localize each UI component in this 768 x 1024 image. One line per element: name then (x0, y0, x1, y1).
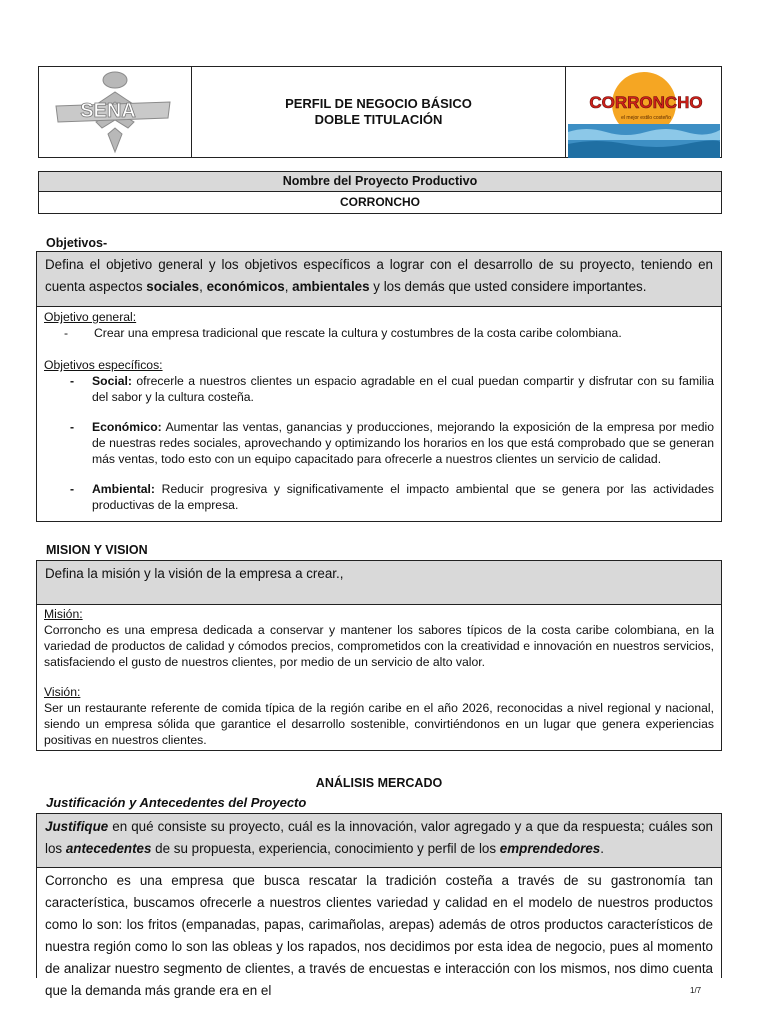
sena-logo-icon (38, 66, 192, 158)
corroncho-logo-cell (566, 66, 722, 158)
document-title (192, 66, 566, 158)
mision-vision-instruction: Defina la misión y la visión de la empresa a crear., (36, 560, 722, 605)
svg-text:el mejor estilo costeño: el mejor estilo costeño (621, 115, 671, 121)
objetivos-heading: Objetivos- (46, 236, 108, 250)
vision-label: Visión: (44, 685, 81, 699)
mercado-instruction: Justifique en qué consiste su proyecto, cuál es la innovación, valor agregado y a que da respuesta; cuáles son los antecedentes de su propuesta, experiencia, conocimiento y perfil de los emprendedores. (36, 813, 722, 868)
list-item: - Económico: Aumentar las ventas, ganancias y producciones, mejorando la exposición de la empresa por medio de nuestras redes sociales, aprovechando y optimizando los horarios en los que está comprobado que se generan más ventas, todo esto con un equipo capacitado para ofrecerle a nuestros clientes un servicio de calidad. (70, 420, 714, 466)
objetivos-instruction: Defina el objetivo general y los objetivos específicos a lograr con el desarrollo de su proyecto, teniendo en cuenta aspectos sociales, económicos, ambientales y los demás que usted considere importantes. (36, 251, 722, 307)
project-name-label: Nombre del Proyecto Productivo (38, 171, 722, 192)
mercado-body: Corroncho es una empresa que busca rescatar la tradición costeña a través de su gastronomía tan característica, buscamos ofrecerle a nuestros clientes variedad y calidad en el modelo de nuestros productos como lo son: los fritos (empanadas, papas, carimañolas, arepas) además de otros productos característicos de nuestra región como lo son las obleas y los rapados, nos decidimos por esta idea de negocio, pues al momento de analizar nuestro segmento de clientes, a través de encuestas e interacción con los mismos, nos dimo cuenta que la demanda más grande era en el (36, 867, 722, 978)
project-name-value: CORRONCHO (38, 191, 722, 214)
objetivos-especificos-list (44, 373, 714, 513)
list-item: - Social: ofrecerle a nuestros clientes un espacio agradable en el cual puedan compartir y disfrutar con su familia del sabor y la cultura costeña. (70, 374, 714, 404)
svg-text:SENA: SENA (80, 100, 136, 122)
bold-sociales: sociales (146, 279, 200, 294)
sena-logo-cell (38, 66, 192, 158)
mision-vision-heading: MISION Y VISION (46, 543, 148, 557)
page-number: 1/7 (690, 986, 702, 995)
vision-text: Ser un restaurante referente de comida típica de la región caribe en el año 2026, reconocidas a nivel regional y nacional, siendo un empresa sólida que garantice el desarrollo sostenible, convirtiéndonos en un lugar que genera experiencias positivas en nuestros clientes. (44, 701, 714, 747)
objetivos-especificos-label: Objetivos específicos: (44, 358, 163, 372)
list-item: - Ambiental: Reducir progresiva y significativamente el impacto ambiental que se genera por las actividades productivas de la empresa. (70, 482, 714, 512)
svg-text:CORRONCHO: CORRONCHO (589, 93, 703, 112)
objetivos-content (36, 306, 722, 522)
bold-ambientales: ambientales (292, 279, 370, 294)
mision-vision-content (36, 604, 722, 751)
objetivo-general-text: - Crear una empresa tradicional que rescate la cultura y costumbres de la costa caribe colombiana. (64, 326, 622, 340)
title-line-1: PERFIL DE NEGOCIO BÁSICO (285, 96, 472, 111)
mision-text: Corroncho es una empresa dedicada a conservar y mantener los sabores típicos de la costa caribe colombiana, en la variedad de productos de calidad y cómodos precios, comprometidos con la creatividad e innovación en nuestros servicios, satisfaciendo el gusto de nuestros clientes, por medio de un servicio de alto valor. (44, 623, 714, 669)
mision-label: Misión: (44, 607, 83, 621)
objetivo-general-label: Objetivo general: (44, 310, 137, 324)
corroncho-logo-icon (566, 66, 722, 158)
title-line-2: DOBLE TITULACIÓN (314, 112, 443, 127)
mercado-heading: ANÁLISIS MERCADO (315, 776, 443, 790)
mercado-subheading: Justificación y Antecedentes del Proyecto (46, 795, 307, 810)
bold-economicos: económicos (206, 279, 285, 294)
